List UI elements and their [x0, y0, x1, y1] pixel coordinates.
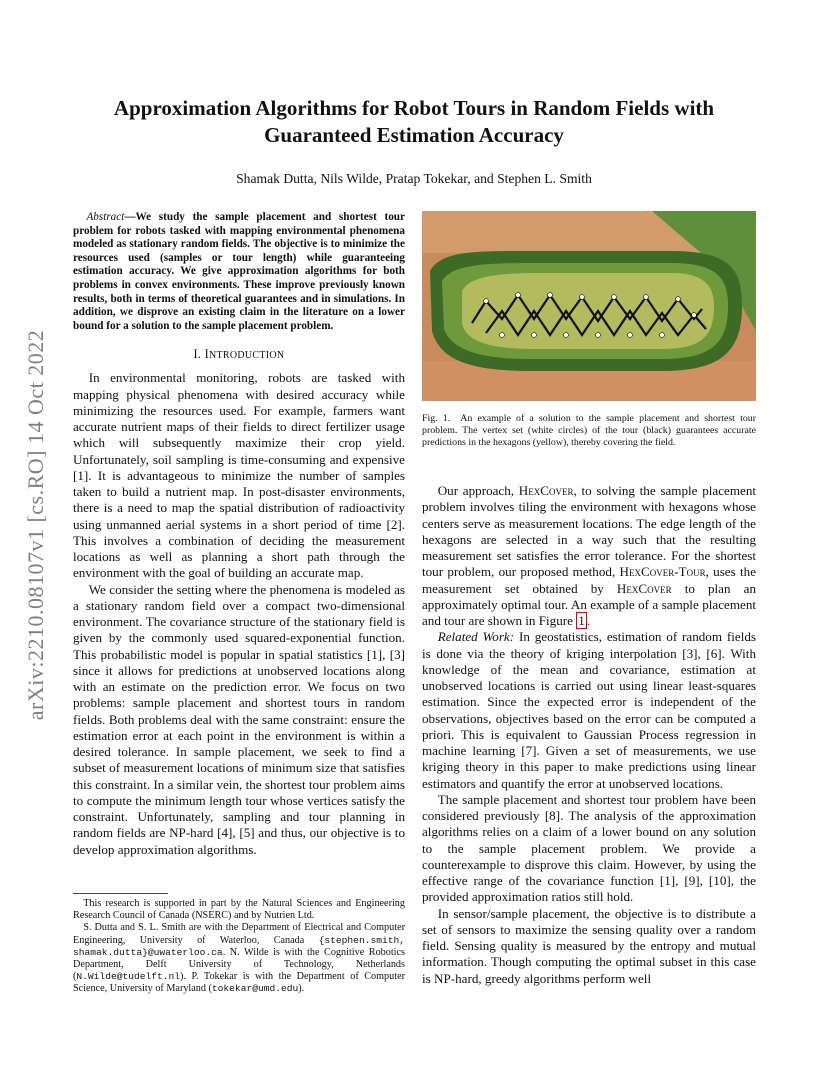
- right-column: [422, 211, 756, 987]
- email-maryland[interactable]: tokekar@umd.edu: [211, 983, 299, 995]
- paper-title: [70, 95, 758, 149]
- affil-text-1: S. Dutta and S. L. Smith are with the Department of Electrical and Computer Engineering, University of Waterloo, Canada: [73, 922, 405, 946]
- affil-text-4: ).: [298, 983, 305, 995]
- hexcover-name: HexCover: [518, 483, 574, 498]
- hexcover-tour-name: HexCover-Tour: [619, 564, 706, 580]
- figure-label: Fig. 1.: [422, 413, 451, 424]
- hexcover-name: HexCover: [616, 580, 672, 596]
- intro-paragraph-2: We consider the setting where the phenomena is modeled as a stationary random field over a compact two-dimensional environment. The covariance structure of the stationary field is given by the commonly used squared-exponential function. This probabilistic model is popular in spatial statistics [1], [3] since it allows for predictions at unobserved locations along with an estimate on the prediction error. We focus on two problems: sample placement and shortest tours in random fields. Both problems deal with the same constraint: ensure the estimation error at each point in the environment is within a desired tolerance. In sample placement, we seek to find a subset of measurement locations of minimum size that satisfies this constraint. In a similar vein, the shortest tour problem aims to compute the minimum length tour whose vertices satisfy the constraint. Unfortunately, sampling and tour planning in random fields are NP-hard [4], [5] and thus, our objective is to develop approximation algorithms.: [73, 581, 405, 857]
- title-line-2: Guaranteed Estimation Accuracy: [264, 123, 564, 147]
- counterexample-paragraph: The sample placement and shortest tour problem have been considered previously [8]. The analysis of the approximation algorithms relies on a claim of a lower bound on any solution to the sample placement problem. We provide a counterexample to disprove this claim. However, by using the effective range of the covariance function [1], [9], [10], the provided approximation ratios still hold.: [422, 791, 756, 905]
- text-span: Our approach,: [437, 483, 519, 498]
- left-column: [73, 211, 405, 858]
- approach-paragraph: [422, 483, 756, 629]
- figure-caption: [422, 413, 756, 449]
- title-line-1: Approximation Algorithms for Robot Tours in Random Fields with: [113, 96, 715, 120]
- footnotes: [73, 893, 405, 996]
- figure-1-link[interactable]: 1: [578, 613, 585, 628]
- text-span: , to solving the sample placement problem involves tiling the environment with hexagons whose centers serve as measurement locations. The edge length of the hexagons are selected in a way such that the resulting measurement set satisfies the error tolerance. For the shortest tour problem, our proposed method,: [422, 483, 756, 580]
- email-delft[interactable]: N.Wilde@tudelft.nl: [76, 971, 181, 983]
- section-rest: NTRODUCTION: [208, 350, 285, 362]
- affil-text-3: ). P. Tokekar is with the Department of Computer Science, University of Maryland (: [73, 971, 405, 995]
- text-span: to plan an approximately optimal tour. An example of a sample placement and tour are shown in Figure: [422, 580, 756, 628]
- figure-aerial-field-image: [422, 211, 756, 401]
- arxiv-sidebar-stamp: [16, 290, 56, 760]
- related-work-paragraph: [422, 629, 756, 792]
- section-heading-introduction: [73, 347, 405, 362]
- sensor-placement-paragraph: In sensor/sample placement, the objective is to distribute a set of sensors to maximize the sensing quality over a random field. Sensing quality is measured by the entropy and mutual information. Though computing the optimal subset in this case is NP-hard, greedy algorithms perform well: [422, 905, 756, 986]
- text-span: , uses the measurement set obtained by: [422, 564, 757, 596]
- footnote-affiliations: [73, 922, 405, 995]
- footnote-funding: This research is supported in part by the Natural Sciences and Engineering Research Council of Canada (NSERC) and by Nutrien Ltd.: [73, 898, 405, 922]
- abstract-text: We study the sample placement and shortest tour problem for robots tasked with mapping environmental phenomena modeled as stationary random fields. The objective is to minimize the resources used (samples or tour length) while guaranteeing estimation accuracy. We give approximation algorithms for both problems in convex environments. These improve previously known results, both in terms of theoretical guarantees and in simulations. In addition, we disprove an existing claim in the literature on a lower bound for a solution to the sample placement problem.: [73, 211, 405, 332]
- section-number: I.: [193, 347, 205, 362]
- related-work-text: In geostatistics, estimation of random fields is done via the theory of kriging interpolation [3], [6]. With knowledge of the mean and covariance, estimation at unobserved locations is carried out using linear least-squares estimation. Since the expected error is independent of the observations, objectives based on the error can be computed a priori. This is equivalent to Gaussian Process regression in machine learning [7]. Given a set of measurements, we use kriging theory in this paper to make predictions using linear estimators and quantify the error at unobserved locations.: [422, 629, 756, 791]
- abstract: [73, 211, 405, 333]
- intro-paragraph-1: In environmental monitoring, robots are tasked with mapping physical phenomena with desired accuracy while minimizing the resources used. For example, farmers want accurate nutrient maps of their fields to direct fertilizer usage which will subsequently maximize their crop yield. Unfortunately, soil sampling is time-consuming and expensive [1]. It is advantageous to minimize the number of samples taken to build a nutrient map. In post-disaster environments, there is a need to map the spatial distribution of radioactivity using unmanned aerial systems in a short period of time [2]. This involves a combination of deciding the measurement locations as well as planning a short path through the environment with the goal of building an accurate map.: [73, 370, 405, 581]
- footnote-rule: [73, 893, 168, 894]
- text-span: .: [586, 613, 591, 628]
- arxiv-id-text: arXiv:2210.08107v1 [cs.RO] 14 Oct 2022: [23, 329, 48, 721]
- author-list: Shamak Dutta, Nils Wilde, Pratap Tokekar, and Stephen L. Smith: [236, 171, 592, 186]
- abstract-dash: —: [124, 211, 136, 223]
- related-work-label: Related Work:: [437, 629, 515, 645]
- section-initial: I: [204, 347, 209, 362]
- abstract-label: Abstract: [86, 211, 125, 223]
- figure-caption-text: An example of a solution to the sample placement and shortest tour problem. The vertex set (white circles) of the tour (black) guarantees accurate predictions in the hexagons (yellow), thereby covering the field.: [422, 413, 756, 448]
- email-waterloo[interactable]: {stephen.smith, shamak.dutta}@uwaterloo.ca: [73, 934, 405, 958]
- affil-text-2: . N. Wilde is with the Cognitive Robotics Department, Delft University of Technology, Netherlands (: [73, 946, 405, 983]
